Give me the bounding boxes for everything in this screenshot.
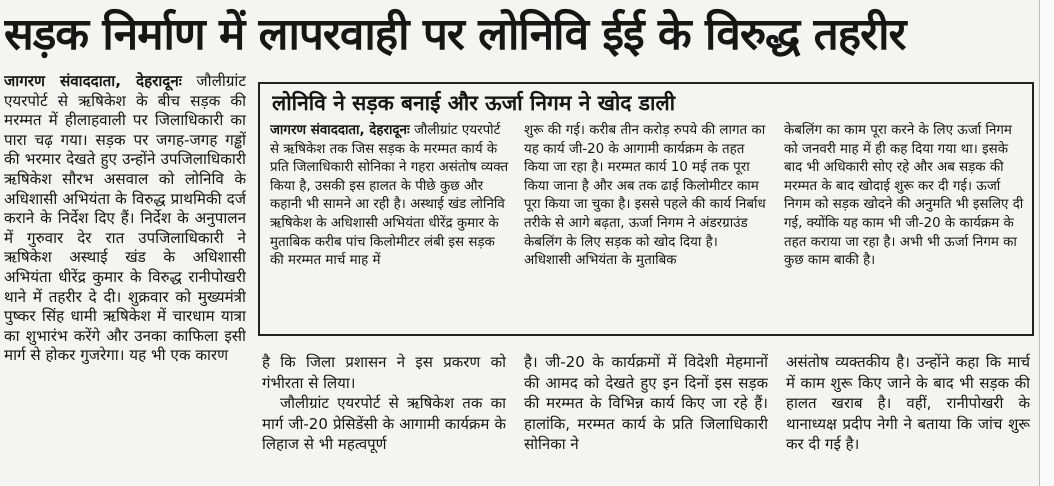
main-story-col1-body: जौलीग्रांट एयरपोर्ट से ऋषिकेश के बीच सड़क की मरम्मत में हीलाहवाली पर जिलाधिकारी का पारा चढ़ गया। सड़क पर जगह-जगह गड्ढों की भरमार देखते हुए उन्होंने उपजिलाधिकारी ऋषिकेश सौरभ असवाल को लोनिवि के अधिशासी अभियंता के विरुद्ध प्राथमिकी दर्ज कराने के निर्देश दिए हैं। निर्देश के अनुपालन में गुरुवार देर रात उपजिलाधिकारी ने ऋषिकेश अस्थाई खंड के अधिशासी अभियंता धीरेंद्र कुमार के विरुद्ध रानीपोखरी थाने में तहरीर दे दी। शुक्रवार को मुख्यमंत्री पुष्कर सिंह धामी ऋषिकेश में चारधाम यात्रा का शुभारंभ करेंगे और उनका काफिला इसी मार्ग से होकर गुजरेगा। यह भी एक कारण [4, 72, 246, 365]
main-story-text-2: है कि जिला प्रशासन ने इस प्रकरण को गंभीरता से लिया। [262, 353, 506, 392]
sidebar-story-column-1 [270, 122, 510, 328]
main-story-column-1 [4, 72, 246, 484]
main-story-column-4 [786, 352, 1030, 484]
sidebar-story-col1-body: जौलीग्रांट एयरपोर्ट से ऋषिकेश तक जिस सड़क के मरम्मत कार्य के प्रति जिलाधिकारी सोनिका ने गहरा असंतोष व्यक्त किया है, उसकी इस हालत के पीछे कुछ और कहानी भी सामने आ रही है। अस्थाई खंड लोनिवि ऋषिकेश के अधिशासी अभियंता धीरेंद्र कुमार के मुताबिक करीब पांच किलोमीटर लंबी इस सड़क की मरम्मत मार्च माह में [270, 123, 509, 269]
main-story-column-3 [524, 352, 768, 484]
sidebar-story-column-2 [524, 122, 766, 328]
main-story-column-2 [262, 352, 506, 484]
headline: सड़क निर्माण में लापरवाही पर लोनिवि ईई के विरुद्ध तहरीर [4, 9, 906, 60]
main-story-text-4: असंतोष व्यक्तकीय है। उन्होंने कहा कि मार्च में काम शुरू किए जाने के बाद भी सड़क की हालत खराब है। वहीं, रानीपोखरी के थानाध्यक्ष प्रदीप नेगी ने बताया कि जांच शुरू कर दी गई है। [786, 353, 1030, 453]
main-story-byline: जागरण संवाददाता, देहरादूनः [4, 72, 182, 90]
sidebar-story-title: लोनिवि ने सड़क बनाई और ऊर्जा निगम ने खोद डाली [272, 91, 676, 115]
sidebar-story-text-3: केबलिंग का काम पूरा करने के लिए ऊर्जा निगम को जनवरी माह में ही कह दिया गया था। इसके बाद भी अधिकारी सोए रहे और अब सड़क की मरम्मत के बाद खोदाई शुरू कर दी गई। ऊर्जा निगम को सड़क खोदने की अनुमति भी इसलिए दी गई, क्योंकि यह काम भी जी-20 के कार्यक्रम के तहत कराया जा रहा है। अभी भी ऊर्जा निगम का कुछ काम बाकी है। [784, 123, 1024, 269]
sidebar-story-box [258, 82, 1034, 336]
sidebar-story-text-1 [270, 122, 510, 271]
main-story-text-2b: जौलीग्रांट एयरपोर्ट से ऋषिकेश तक का मार्ग जी-20 प्रेसिडेंसी के आगामी कार्यक्रम के लिहाज से भी महत्वपूर्ण [262, 394, 506, 453]
sidebar-story-byline: जागरण संवाददाता, देहरादूनः [270, 123, 410, 138]
sidebar-story-text-2: शुरू की गई। करीब तीन करोड़ रुपये की लागत का यह कार्य जी-20 के आगामी कार्यक्रम के तहत किया जा रहा है। मरम्मत कार्य 10 मई तक पूरा किया जाना है और अब तक ढाई किलोमीटर काम पूरा किया जा चुका है। इससे पहले की कार्य निर्बाध तरीके से आगे बढ़ता, ऊर्जा निगम ने अंडरग्राउंड केबलिंग के लिए सड़क को खोद दिया है। अधिशासी अभियंता के मुताबिक [524, 123, 766, 269]
main-story-text-3: है। जी-20 के कार्यक्रमों में विदेशी मेहमानों की आमद को देखते हुए इन दिनों इस सड़क की मरम्मत के विभिन्न कार्य किए जा रहे हैं। हालांकि, मरम्मत कार्य के प्रति जिलाधिकारी सोनिका ने [524, 353, 768, 453]
page-edge [1039, 0, 1054, 486]
sidebar-story-column-3 [784, 122, 1024, 328]
main-story-text-1 [4, 72, 246, 366]
